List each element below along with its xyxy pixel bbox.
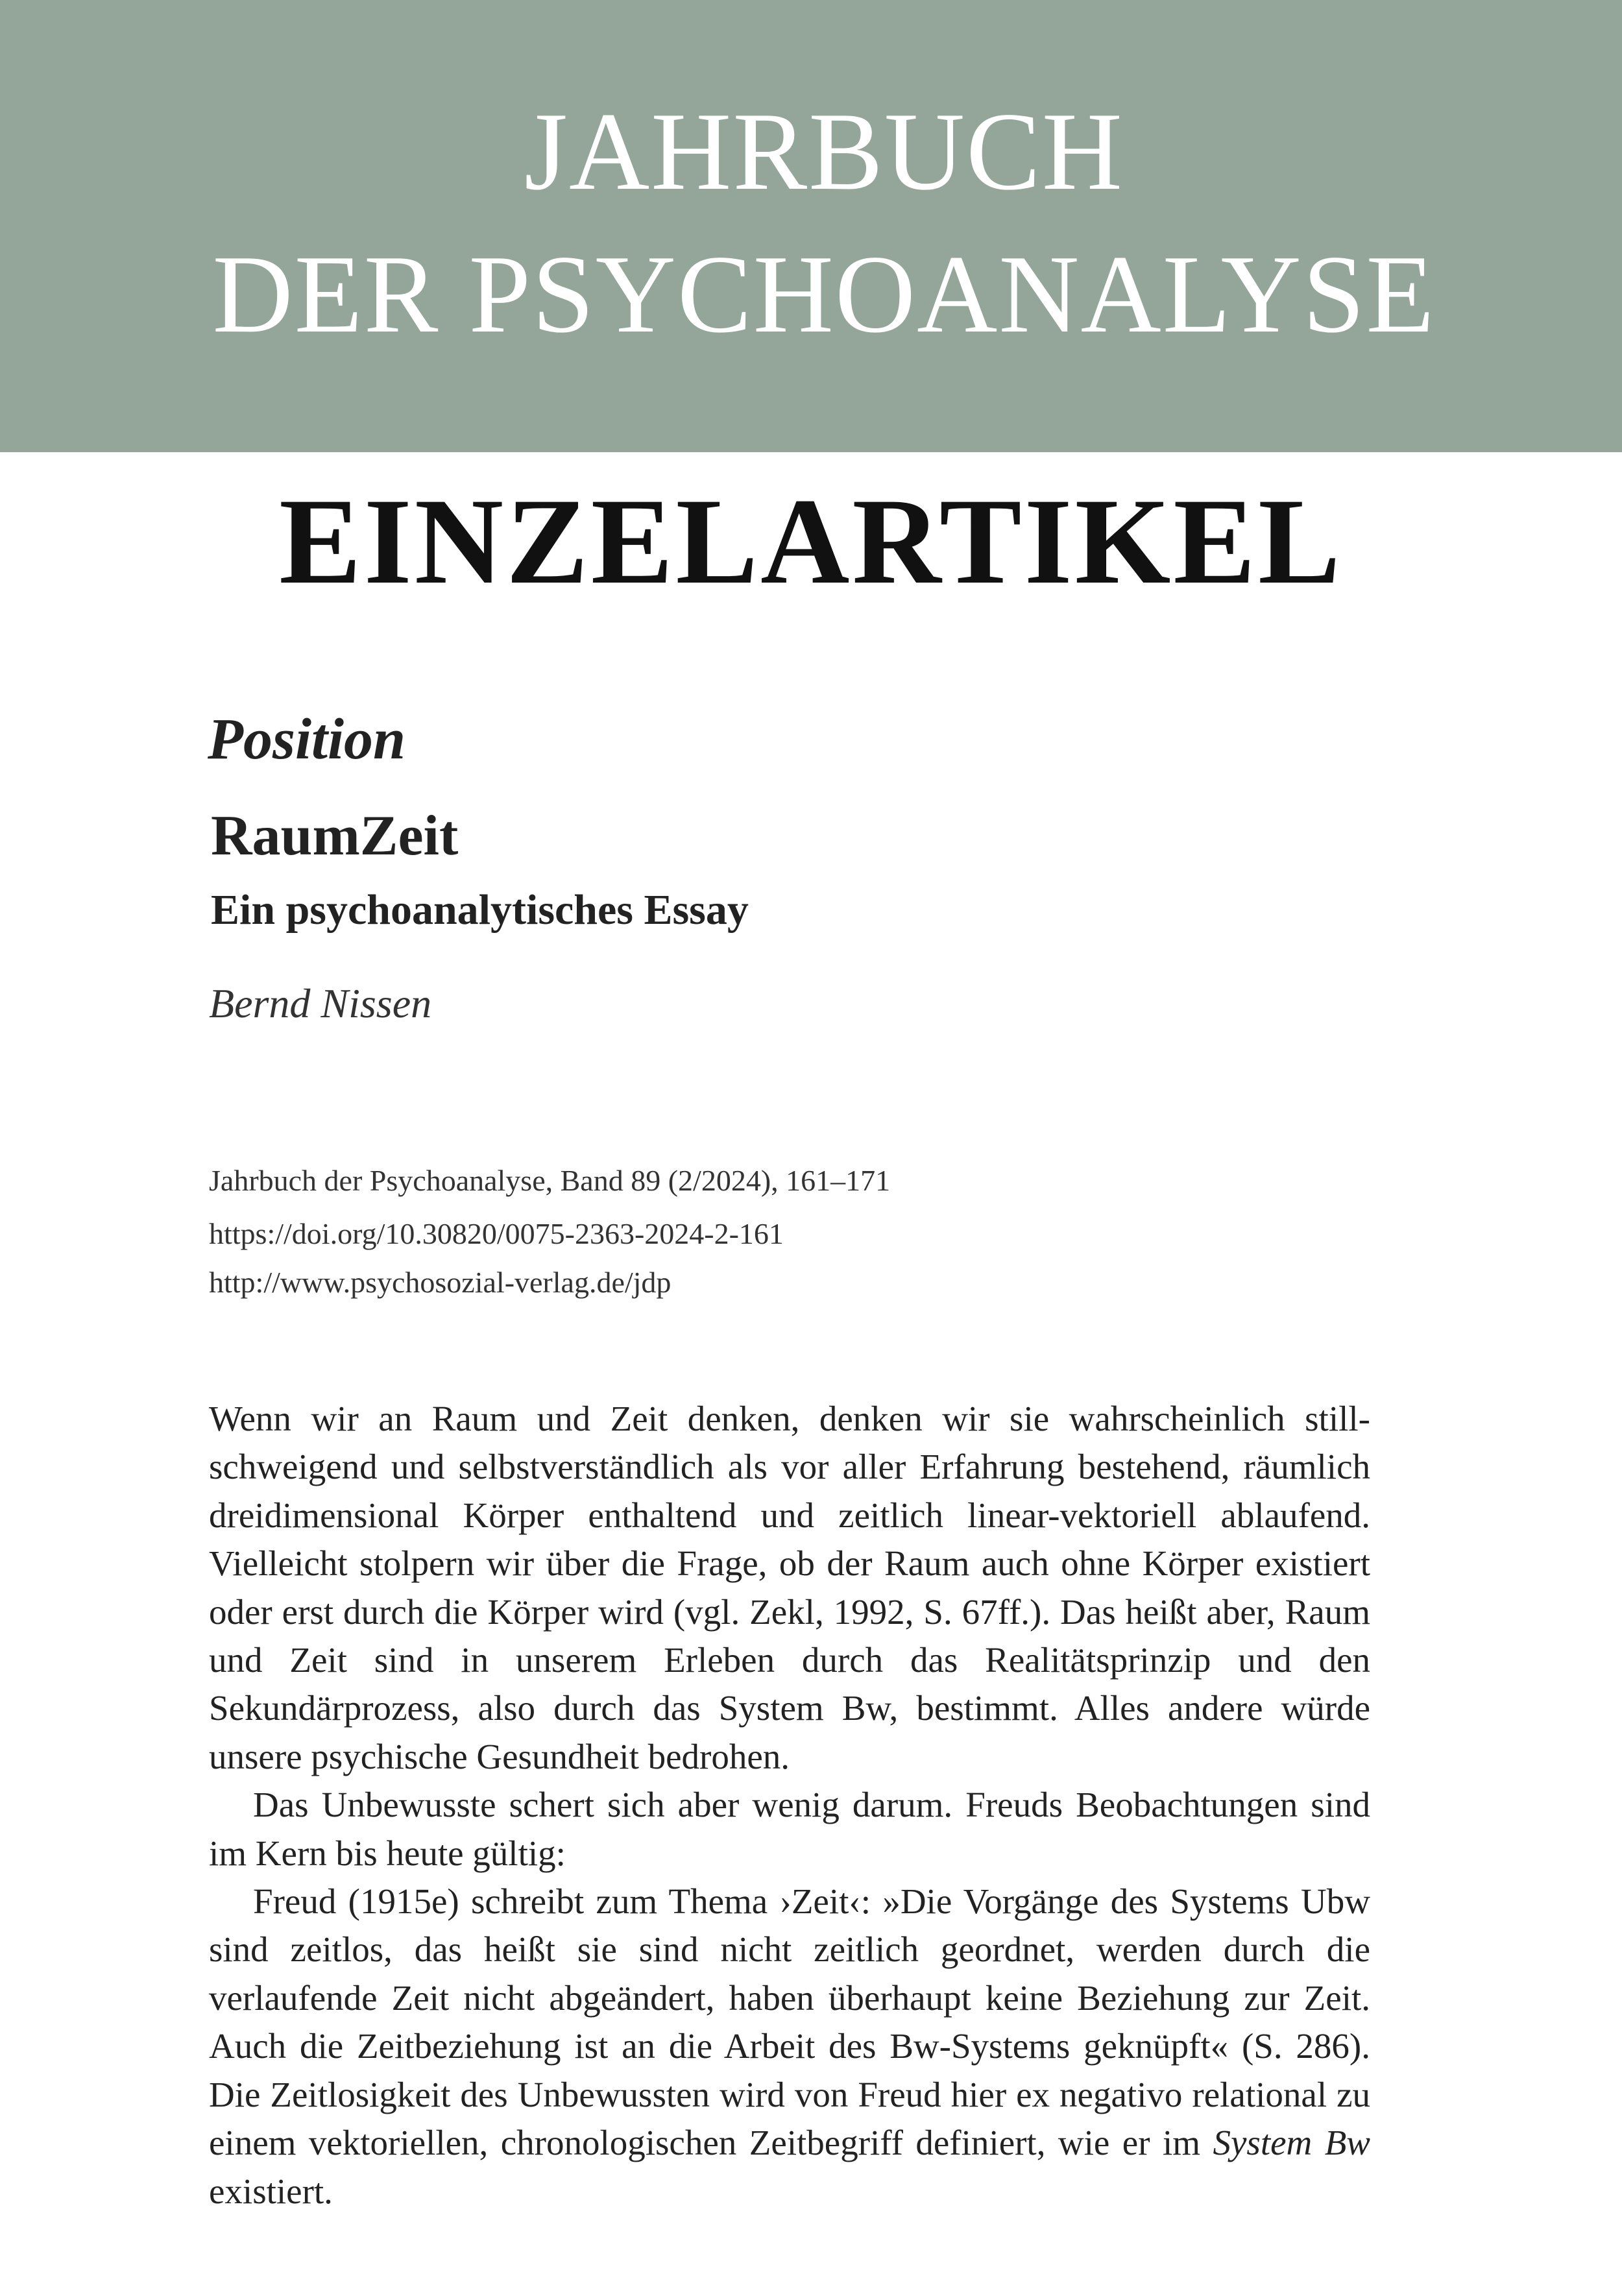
body-paragraph-2: Das Unbewusste schert sich aber wenig darum. Freuds Beobachtungen sind im Kern bis heute gültig: xyxy=(209,1785,1370,1873)
article-subtitle: Ein psychoanalytisches Essay xyxy=(211,886,749,934)
body-paragraph-3-emphasis: System Bw xyxy=(1213,2123,1370,2163)
article-title: RaumZeit xyxy=(211,804,459,867)
body-paragraph-3 xyxy=(209,1878,1370,2216)
journal-title-line-2: DER PSYCHOANALYSE xyxy=(212,233,1436,356)
article-author: Bernd Nissen xyxy=(209,980,432,1026)
journal-banner xyxy=(0,0,1622,452)
citation-line: Jahrbuch der Psychoanalyse, Band 89 (2/2024), 161–171 xyxy=(209,1164,891,1197)
body-paragraph-3-tail: existiert. xyxy=(209,2171,333,2211)
journal-title-line-1: JAHRBUCH xyxy=(524,90,1124,213)
publisher-url-link[interactable]: http://www.psychosozial-verlag.de/jdp xyxy=(209,1266,672,1299)
article-body xyxy=(209,1395,1370,2216)
doi-link[interactable]: https://doi.org/10.30820/0075-2363-2024-2-161 xyxy=(209,1217,784,1250)
body-paragraph-1: Wenn wir an Raum und Zeit denken, denken wir sie wahrscheinlich stillschweigend und selbstverständlich als vor aller Erfahrung bestehend, räumlich dreidimensional Körper enthaltend und zeitlich linear-vektoriell ablaufend. Vielleicht stolpern wir über die Frage, ob der Raum auch ohne Körper existiert oder erst durch die Körper wird (vgl. Zekl, 1992, S. 67ff.). Das heißt aber, Raum und Zeit sind in unserem Erleben durch das Realitätsprinzip und den Sekundärprozess, also durch das System Bw, bestimmt. Alles andere würde unsere psychische Gesundheit bedrohen. xyxy=(209,1399,1370,1776)
section-label: EINZELARTIKEL xyxy=(279,474,1343,610)
body-paragraph-3-text: Freud (1915e) schreibt zum Thema ›Zeit‹: »Die Vorgänge des Systems Ubw sind zeitlos, das heißt sie sind nicht zeitlich geordnet, werden durch die verlaufende Zeit nicht abgeändert, haben überhaupt keine Beziehung zur Zeit. Auch die Zeitbeziehung ist an die Arbeit des Bw-Systems geknüpft« (S. 286). Die Zeitlosigkeit des Unbewussten wird von Freud hier ex negativo relational zu einem vektoriellen, chronologischen Zeitbegriff definiert, wie er im xyxy=(209,1881,1370,2163)
article-category: Position xyxy=(208,707,406,771)
